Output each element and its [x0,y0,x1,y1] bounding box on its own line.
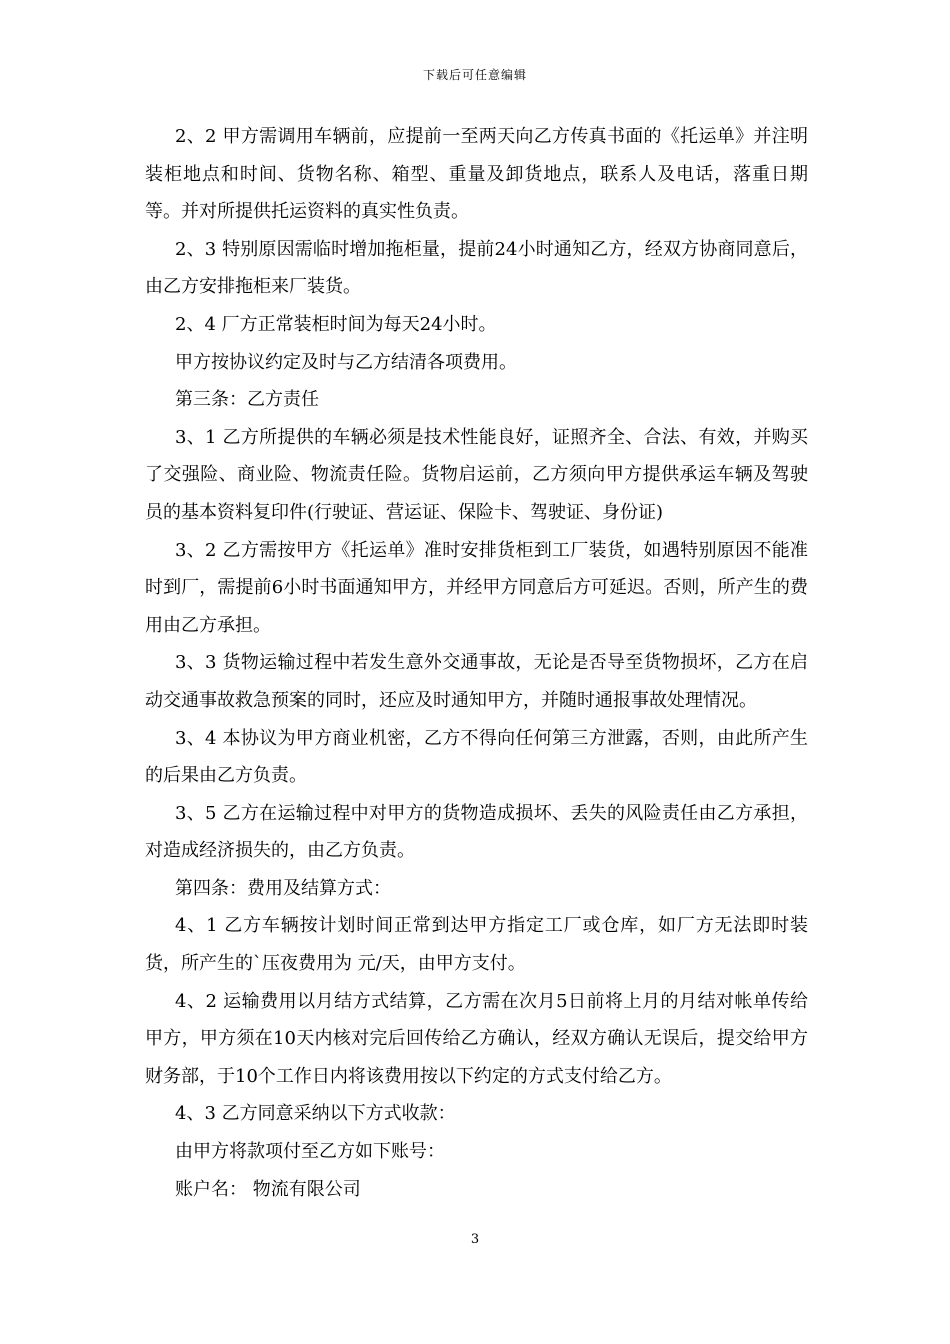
settlement-note: 甲方按协议约定及时与乙方结清各项费用。 [175,351,517,373]
clause-3-1: 3、1 乙方所提供的车辆必须是技术性能良好，证照齐全、合法、有效，并购买了交强险、商业险、物流责任险。货物启运前，乙方须向甲方提供承运车辆及驾驶员的基本资料复印件(行驶证、营运证、保险卡、驾驶证、身份证) [145,426,808,523]
clause-3-4: 3、4 本协议为甲方商业机密，乙方不得向任何第三方泄露，否则，由此所产生的后果由乙方负责。 [145,727,808,787]
clause-2-3: 2、3 特别原因需临时增加拖柜量，提前24小时通知乙方，经双方协商同意后，由乙方安排拖柜来厂装货。 [145,238,808,298]
clause-4-1: 4、1 乙方车辆按计划时间正常到达甲方指定工厂或仓库，如厂方无法即时装货，所产生的`压夜费用为 元/天，由甲方支付。 [145,915,808,975]
section-heading-article-4: 第四条：费用及结算方式： [175,877,391,899]
page-header: 下载后可任意编辑 [422,68,527,82]
document-body [145,118,808,1208]
clause-2-2: 2、2 甲方需调用车辆前，应提前一至两天向乙方传真书面的《托运单》并注明装柜地点和时间、货物名称、箱型、重量及卸货地点，联系人及电话，落重日期等。并对所提供托运资料的真实性负责。 [145,126,808,223]
section-heading-article-3: 第三条：乙方责任 [175,389,319,411]
account-name: 账户名： 物流有限公司 [175,1178,361,1200]
clause-2-4: 2、4 厂方正常装柜时间为每天24小时。 [175,313,497,335]
clause-4-3: 4、3 乙方同意采纳以下方式收款： [175,1103,456,1125]
payment-instruction: 由甲方将款项付至乙方如下账号： [175,1141,445,1163]
page-number: 3 [470,1232,480,1247]
clause-3-5: 3、5 乙方在运输过程中对甲方的货物造成损坏、丢失的风险责任由乙方承担，对造成经济损失的，由乙方负责。 [145,802,808,862]
clause-3-2: 3、2 乙方需按甲方《托运单》准时安排货柜到工厂装货，如遇特别原因不能准时到厂，需提前6小时书面通知甲方，并经甲方同意后方可延迟。否则，所产生的费用由乙方承担。 [145,539,808,636]
clause-3-3: 3、3 货物运输过程中若发生意外交通事故，无论是否导至货物损坏，乙方在启动交通事故救急预案的同时，还应及时通知甲方，并随时通报事故处理情况。 [145,652,808,711]
clause-4-2: 4、2 运输费用以月结方式结算，乙方需在次月5日前将上月的月结对帐单传给甲方，甲方须在10天内核对完后回传给乙方确认，经双方确认无误后，提交给甲方财务部，于10个工作日内将该费用按以下约定的方式支付给乙方。 [145,990,808,1087]
